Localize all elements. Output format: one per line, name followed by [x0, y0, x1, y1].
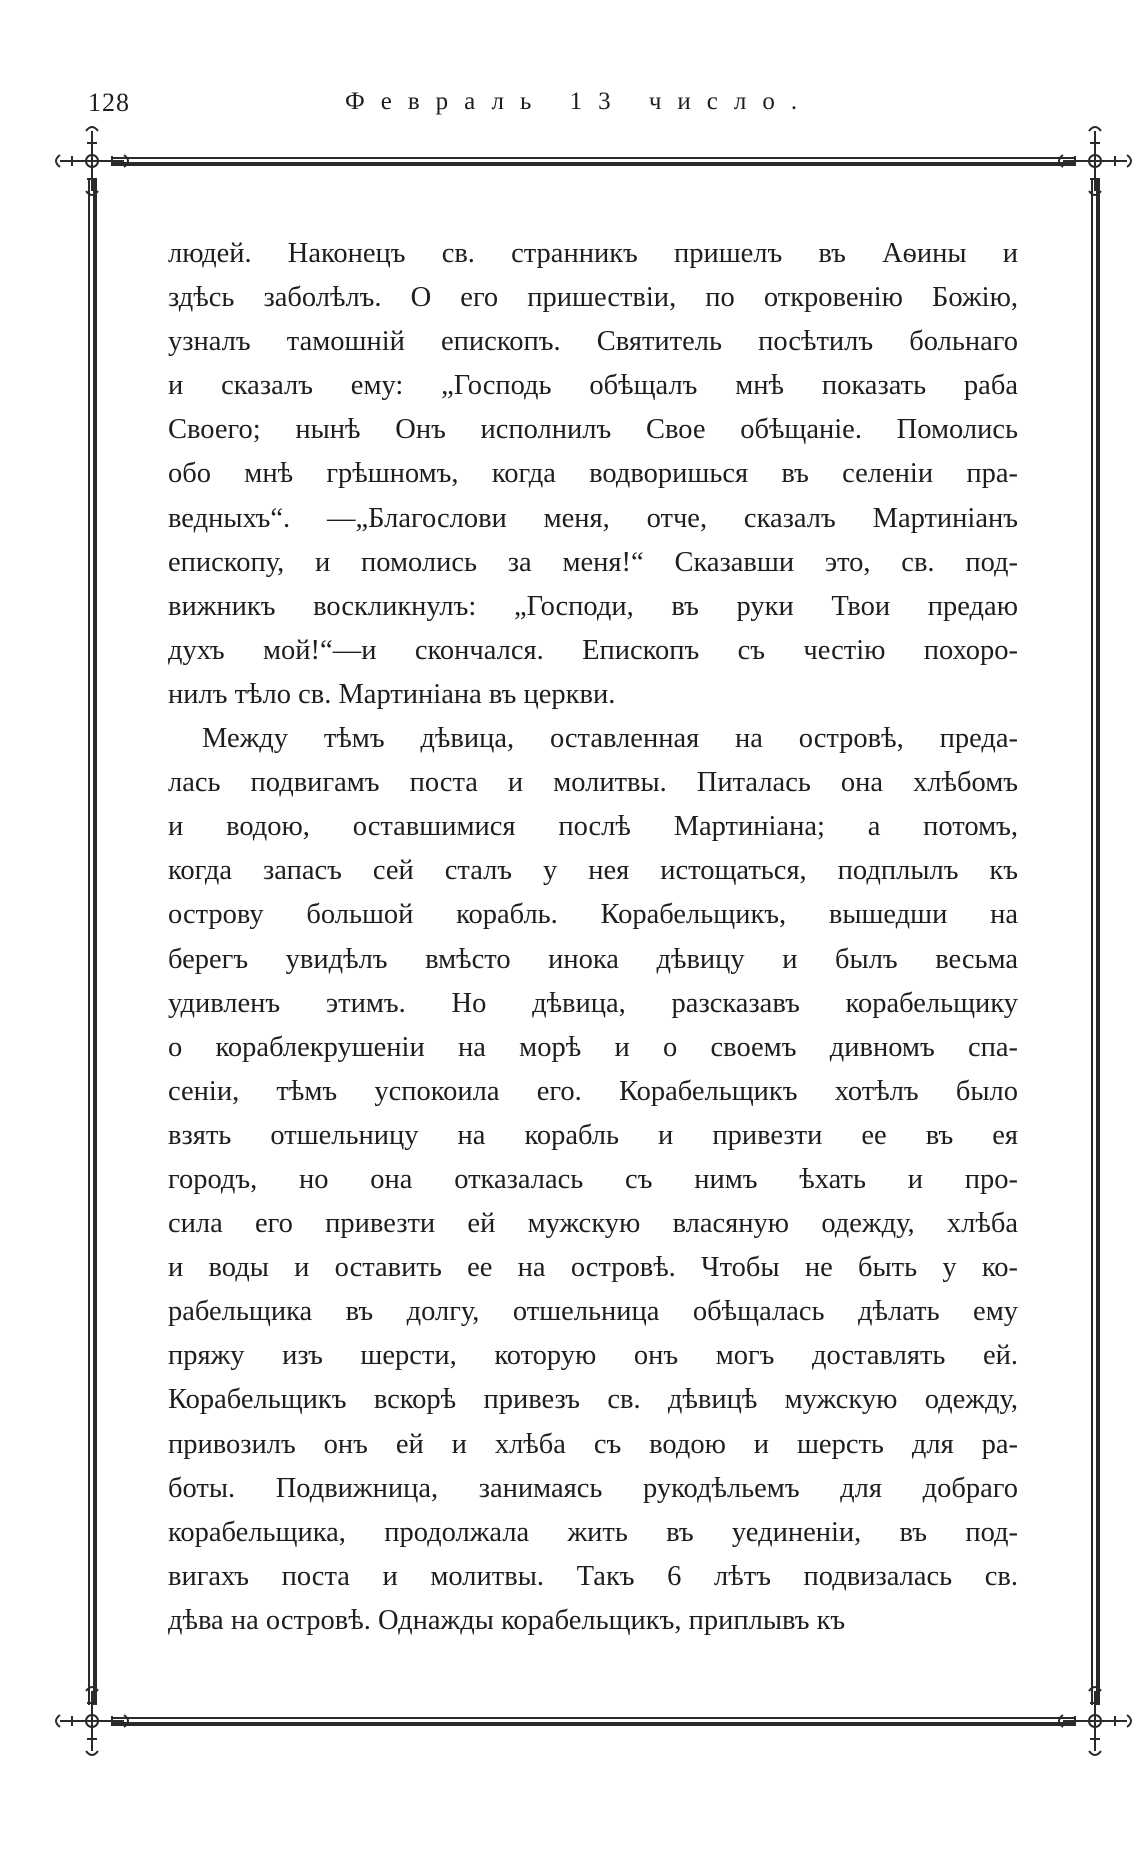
text-line: пряжу изъ шерсти, которую онъ могъ доставлять ей. — [168, 1340, 1018, 1372]
text-line: нилъ тѣло св. Мартиніана въ церкви. — [168, 678, 616, 710]
text-line: вижникъ воскликнулъ: „Господи, въ руки Твои предаю — [168, 590, 1018, 622]
text-line: вигахъ поста и молитвы. Такъ 6 лѣтъ подвизалась св. — [168, 1560, 1018, 1592]
text-line: острову большой корабль. Корабельщикъ, вышедши на — [168, 899, 1018, 931]
text-line: и водою, оставшимися послѣ Мартиніана; а потомъ, — [168, 811, 1018, 843]
cross-ornament-icon — [1059, 1687, 1131, 1755]
text-line: и сказалъ ему: „Господь обѣщалъ мнѣ показать раба — [168, 370, 1018, 402]
cross-ornament-icon — [56, 127, 128, 195]
text-line: о кораблекрушеніи на морѣ и о своемъ дивномъ спа- — [168, 1031, 1018, 1063]
text-line: когда запасъ сей сталъ у нея истощаться, подплылъ къ — [168, 855, 1018, 887]
text-line: ведныхъ“. —„Благослови меня, отче, сказалъ Мартиніанъ — [168, 502, 1018, 534]
text-line: сила его привезти ей мужскую власяную одежду, хлѣба — [168, 1208, 1018, 1240]
text-line: епископу, и помолись за меня!“ Сказавши это, св. под- — [168, 546, 1018, 578]
page-number: 128 — [88, 88, 130, 117]
text-line: лась подвигамъ поста и молитвы. Питалась она хлѣбомъ — [168, 767, 1018, 799]
text-line: здѣсь заболѣлъ. О его пришествіи, по откровенію Божію, — [168, 282, 1018, 314]
body-text — [168, 232, 1018, 1643]
text-line: узналъ тамошній епископъ. Святитель посѣтилъ больнаго — [168, 326, 1018, 358]
running-head: Февраль 13 число. — [345, 88, 814, 115]
text-line: взять отшельницу на корабль и привезти ее въ ея — [168, 1119, 1018, 1151]
text-line: городъ, но она отказалась съ нимъ ѣхать и про- — [168, 1163, 1018, 1195]
text-line: Корабельщикъ вскорѣ привезъ св. дѣвицѣ мужскую одежду, — [168, 1384, 1018, 1416]
text-line: сеніи, тѣмъ успокоила его. Корабельщикъ хотѣлъ было — [168, 1075, 1018, 1107]
text-line: духъ мой!“—и скончался. Епископъ съ честію похоро- — [168, 634, 1018, 666]
text-line: удивленъ этимъ. Но дѣвица, разсказавъ корабельщику — [168, 987, 1018, 1019]
text-line: дѣва на островѣ. Однажды корабельщикъ, приплывъ къ — [168, 1604, 846, 1636]
cross-ornament-icon — [56, 1687, 128, 1755]
text-line: корабельщика, продолжала жить въ уединеніи, въ под- — [168, 1516, 1018, 1548]
text-line: людей. Наконецъ св. странникъ пришелъ въ Аѳины и — [168, 238, 1018, 269]
text-line: боты. Подвижница, занимаясь рукодѣльемъ для добраго — [168, 1472, 1018, 1504]
text-line: и воды и оставить ее на островѣ. Чтобы не быть у ко- — [168, 1252, 1018, 1284]
text-line: Между тѣмъ дѣвица, оставленная на островѣ, преда- — [202, 723, 1018, 755]
text-line: обо мнѣ грѣшномъ, когда водворишься въ селеніи пра- — [168, 458, 1018, 490]
text-line: рабельщика въ долгу, отшельница обѣщалась дѣлать ему — [168, 1296, 1018, 1328]
text-line: привозилъ онъ ей и хлѣба съ водою и шерсть для ра- — [168, 1428, 1018, 1460]
cross-ornament-icon — [1059, 127, 1131, 195]
text-line: Своего; нынѣ Онъ исполнилъ Свое обѣщаніе. Помолись — [168, 414, 1018, 446]
text-line: берегъ увидѣлъ вмѣсто инока дѣвицу и былъ весьма — [168, 943, 1018, 975]
